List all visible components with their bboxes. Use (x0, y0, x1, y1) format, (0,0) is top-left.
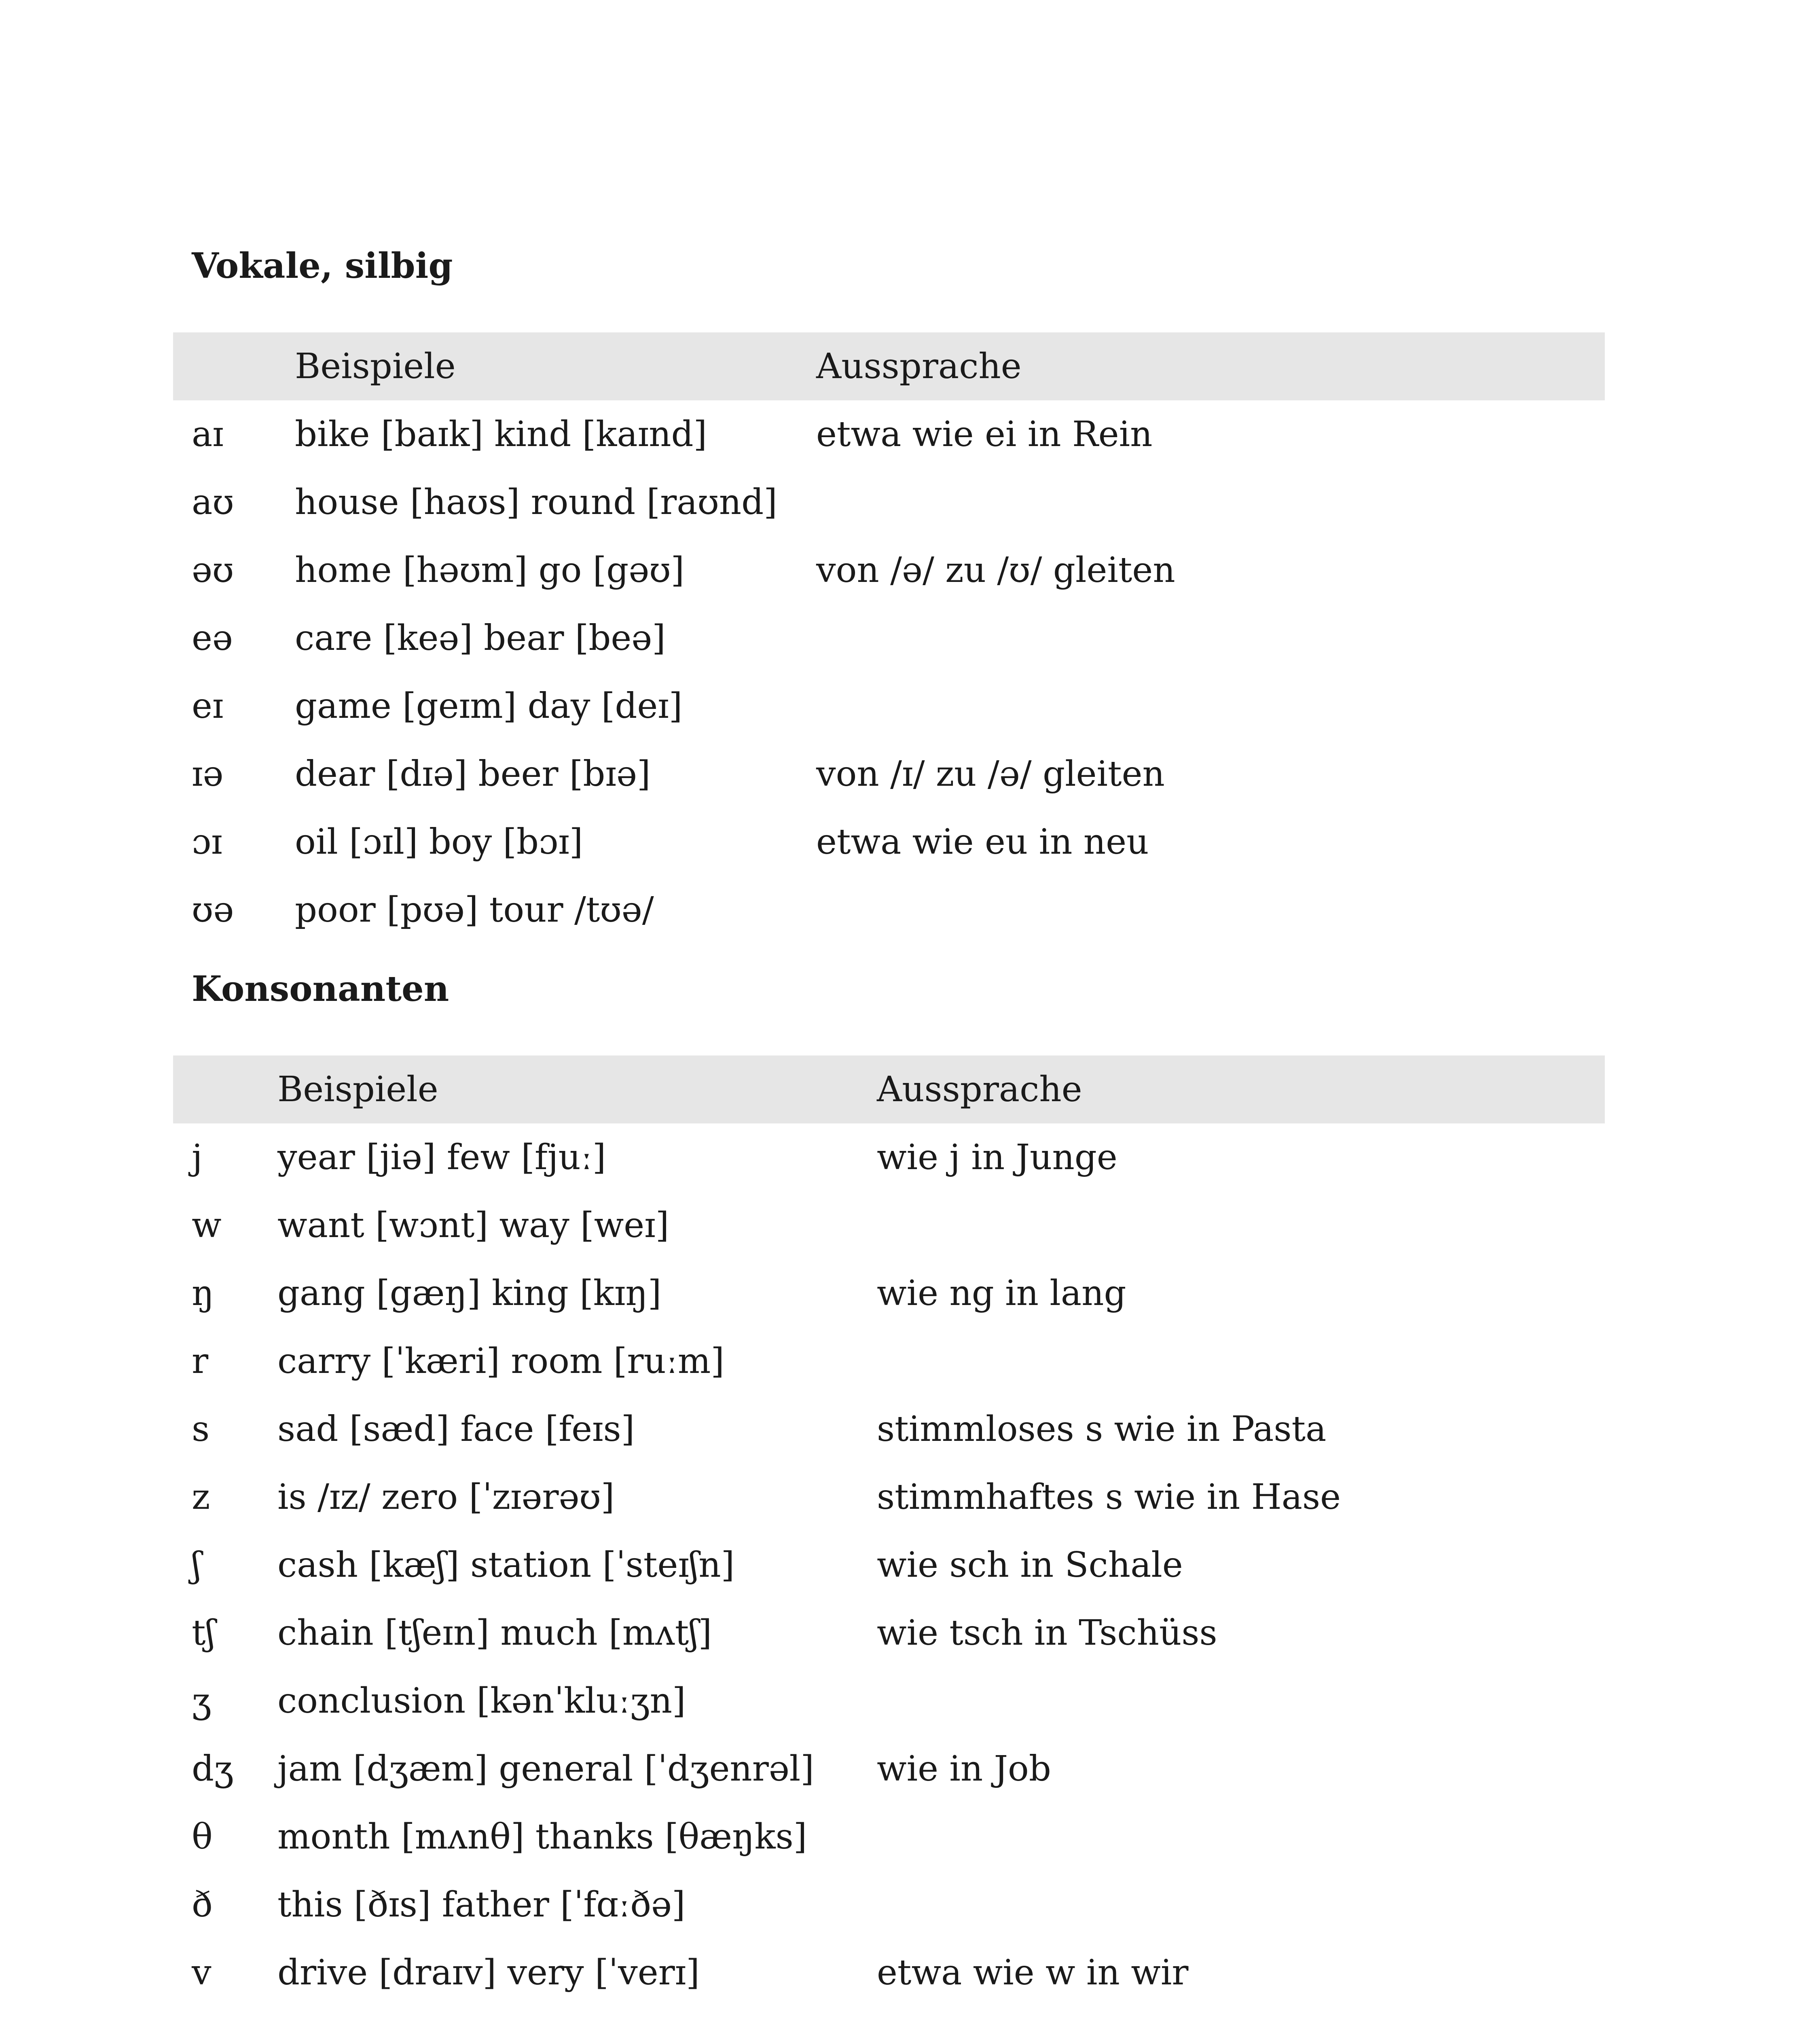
examples-cell: drive [draɪv] very [ˈverɪ] (277, 1952, 700, 1993)
table-row (173, 604, 1605, 672)
vowels-heading: Vokale, silbig (192, 245, 453, 286)
examples-cell: jam [dʒæm] general [ˈdʒenrəl] (277, 1749, 814, 1789)
sound-cell: ð (192, 1885, 213, 1925)
sound-cell: ʊə (192, 890, 234, 930)
sound-cell: eɪ (192, 686, 224, 726)
pronunciation-cell (877, 1871, 1605, 1939)
sound-cell: əʊ (192, 550, 234, 590)
table-row (173, 740, 1605, 808)
pronunciation-cell: wie in Job (877, 1749, 1051, 1789)
pronunciation-cell: stimmhaftes s wie in Hase (877, 1477, 1341, 1517)
sound-cell: ɔɪ (192, 822, 222, 862)
sound-cell: θ (192, 1817, 213, 1857)
sound-cell: ŋ (192, 1273, 214, 1313)
pronunciation-cell: etwa wie w in wir (877, 1952, 1189, 1993)
table-row (173, 1871, 1605, 1939)
table-row (173, 1123, 1605, 1191)
consonants-table-body (173, 1123, 1605, 2007)
table-row (173, 1803, 1605, 1871)
sound-cell: aʊ (192, 482, 234, 522)
table-row (173, 400, 1605, 468)
table-header-row (173, 1055, 1605, 1123)
examples-cell: game [geɪm] day [deɪ] (295, 686, 683, 726)
table-row (173, 672, 1605, 740)
examples-cell: this [ðɪs] father [ˈfɑːðə] (277, 1885, 686, 1925)
column-header-examples: Beispiele (295, 332, 816, 400)
table-row (173, 1735, 1605, 1803)
column-header-pronunciation: Aussprache (816, 332, 1605, 400)
table-row (173, 876, 1605, 944)
table-row (173, 1327, 1605, 1395)
sound-cell: w (192, 1205, 222, 1246)
examples-cell: want [wɔnt] way [weɪ] (277, 1205, 669, 1246)
table-row (173, 1531, 1605, 1599)
sound-cell: j (192, 1137, 203, 1178)
examples-cell: home [həʊm] go [gəʊ] (295, 550, 685, 590)
consonants-heading: Konsonanten (192, 969, 449, 1009)
pronunciation-cell: stimmloses s wie in Pasta (877, 1409, 1327, 1449)
examples-cell: is /ɪz/ zero [ˈzɪərəʊ] (277, 1477, 615, 1517)
pronunciation-cell: wie j in Junge (877, 1137, 1117, 1178)
column-header-pronunciation: Aussprache (877, 1055, 1605, 1123)
consonants-table (173, 1055, 1605, 2007)
pronunciation-cell: von /ɪ/ zu /ə/ gleiten (816, 754, 1165, 794)
sound-cell: ʃ (192, 1545, 201, 1585)
sound-cell: aɪ (192, 414, 224, 455)
sound-cell: ɪə (192, 754, 224, 794)
examples-cell: conclusion [kənˈkluːʒn] (277, 1681, 686, 1721)
examples-cell: poor [pʊə] tour /tʊə/ (295, 890, 654, 930)
sound-cell: eə (192, 618, 233, 658)
examples-cell: chain [tʃeɪn] much [mʌtʃ] (277, 1613, 712, 1653)
examples-cell: house [haʊs] round [raʊnd] (295, 482, 777, 522)
vowels-table (173, 332, 1605, 944)
pronunciation-cell: wie ng in lang (877, 1273, 1126, 1313)
pronunciation-cell: wie sch in Schale (877, 1545, 1183, 1585)
table-row (173, 468, 1605, 536)
sound-cell: v (192, 1952, 212, 1993)
table-row (173, 1939, 1605, 2007)
examples-cell: care [keə] bear [beə] (295, 618, 666, 658)
table-row (173, 1259, 1605, 1327)
examples-cell: carry [ˈkæri] room [ruːm] (277, 1341, 724, 1381)
pronunciation-cell (816, 468, 1605, 536)
vowels-table-body (173, 400, 1605, 944)
examples-cell: dear [dɪə] beer [bɪə] (295, 754, 651, 794)
examples-cell: cash [kæʃ] station [ˈsteɪʃn] (277, 1545, 735, 1585)
sound-cell: tʃ (192, 1613, 215, 1653)
pronunciation-cell (877, 1667, 1605, 1735)
pronunciation-cell (816, 672, 1605, 740)
examples-cell: bike [baɪk] kind [kaɪnd] (295, 414, 707, 455)
sound-cell: dʒ (192, 1749, 234, 1789)
pronunciation-cell: von /ə/ zu /ʊ/ gleiten (816, 550, 1175, 590)
pronunciation-cell: etwa wie ei in Rein (816, 414, 1153, 455)
sound-cell: s (192, 1409, 210, 1449)
column-header-sound (173, 1055, 277, 1123)
table-row (173, 808, 1605, 876)
examples-cell: oil [ɔɪl] boy [bɔɪ] (295, 822, 583, 862)
sound-cell: r (192, 1341, 209, 1381)
table-row (173, 1395, 1605, 1463)
pronunciation-cell (877, 1327, 1605, 1395)
pronunciation-cell (877, 1803, 1605, 1871)
sound-cell: ʒ (192, 1681, 212, 1721)
sound-cell: z (192, 1477, 210, 1517)
pronunciation-cell (816, 876, 1605, 944)
table-row (173, 1463, 1605, 1531)
examples-cell: year [jiə] few [fjuː] (277, 1137, 606, 1178)
column-header-sound (173, 332, 295, 400)
table-row (173, 1191, 1605, 1259)
pronunciation-cell: wie tsch in Tschüss (877, 1613, 1217, 1653)
table-row (173, 1667, 1605, 1735)
table-row (173, 536, 1605, 604)
pronunciation-cell (816, 604, 1605, 672)
table-row (173, 1599, 1605, 1667)
table-header-row (173, 332, 1605, 400)
pronunciation-cell: etwa wie eu in neu (816, 822, 1149, 862)
examples-cell: sad [sæd] face [feɪs] (277, 1409, 635, 1449)
column-header-examples: Beispiele (277, 1055, 877, 1123)
examples-cell: gang [gæŋ] king [kɪŋ] (277, 1273, 662, 1313)
examples-cell: month [mʌnθ] thanks [θæŋks] (277, 1817, 807, 1857)
pronunciation-cell (877, 1191, 1605, 1259)
